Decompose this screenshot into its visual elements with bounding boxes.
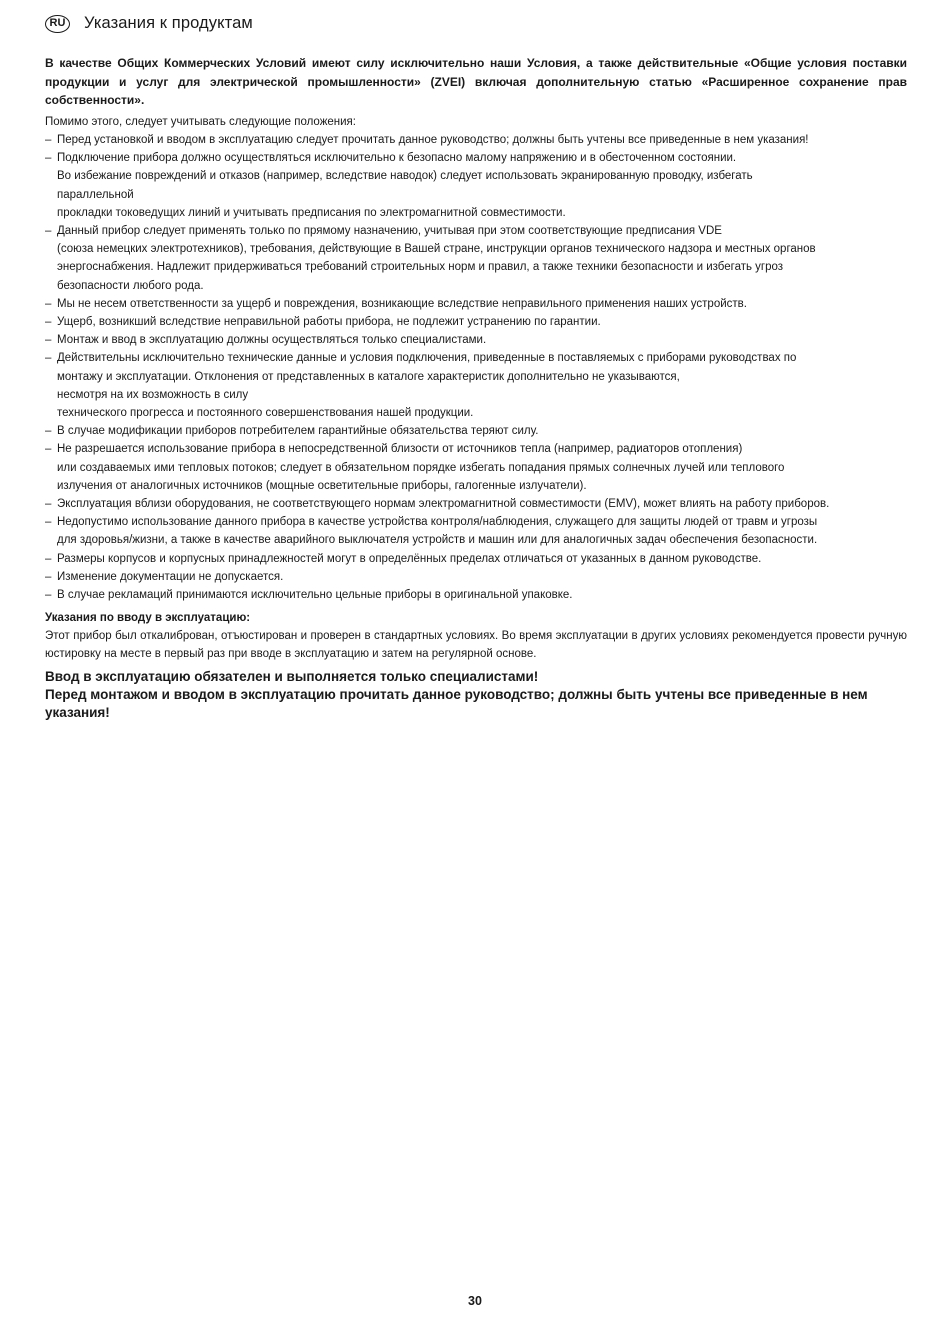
warning-line-read-manual: Перед монтажом и вводом в эксплуатацию прочитать данное руководство; должны быть учтены все приведенные в нем указания! <box>45 687 868 720</box>
list-item <box>45 131 907 149</box>
section-header <box>45 14 253 33</box>
commissioning-heading: Указания по вводу в эксплуатацию: <box>45 612 251 624</box>
list-item <box>45 440 907 495</box>
list-item-line: энергоснабжения. Надлежит придерживаться требований строительных норм и правил, а также техники безопасности и избегать угроз <box>57 261 784 274</box>
list-item-line: – Подключение прибора должно осуществляться исключительно к безопасно малому напряжению и в обесточенном состоянии. <box>57 152 737 165</box>
list-item <box>45 586 907 604</box>
list-item <box>45 513 907 549</box>
list-item-line: прокладки токоведущих линий и учитывать предписания по электромагнитной совместимости. <box>57 206 566 219</box>
list-item <box>45 222 907 295</box>
list-item-line: для здоровья/жизни, а также в качестве аварийного выключателя устройств и машин или для аналогичных задач обеспечения безопасности. <box>57 534 818 547</box>
list-item-line: – Недопустимо использование данного прибора в качестве устройства контроля/наблюдения, служащего для защиты людей от травм и угрозы <box>57 516 818 529</box>
list-item-line: – Ущерб, возникший вследствие неправильной работы прибора, не подлежит устранению по гарантии. <box>57 316 601 329</box>
list-item <box>45 295 907 313</box>
list-item-line: технического прогресса и постоянного совершенствования нашей продукции. <box>57 407 474 420</box>
list-item <box>45 495 907 513</box>
list-item-line: – Размеры корпусов и корпусных принадлежностей могут в определённых пределах отличаться от указанных в данном руководстве. <box>57 552 762 565</box>
list-item-line: – Не разрешается использование прибора в непосредственной близости от источников тепла (например, радиаторов отопления) <box>57 443 743 456</box>
list-item-line: параллельной <box>57 188 134 201</box>
list-item-line: – Действительны исключительно технические данные и условия подключения, приведенные в поставляемых с приборами руководствах по <box>57 352 797 365</box>
list-item-line: – В случае рекламаций принимаются исключительно цельные приборы в оригинальной упаковке. <box>57 589 573 602</box>
list-item <box>45 550 907 568</box>
list-item-line: – Монтаж и ввод в эксплуатацию должны осуществляться только специалистами. <box>57 334 487 347</box>
page-title: Указания к продуктам <box>84 14 253 32</box>
list-item-line: – Эксплуатация вблизи оборудования, не соответствующего нормам электромагнитной совместимости (EMV), может влиять на работу приборов. <box>57 498 830 511</box>
list-item <box>45 149 907 222</box>
provisions-lead-text: Помимо этого, следует учитывать следующие положения: <box>45 116 356 128</box>
list-item-line: – В случае модификации приборов потребителем гарантийные обязательства теряют силу. <box>57 425 539 438</box>
list-item <box>45 331 907 349</box>
list-item-line: – Данный прибор следует применять только по прямому назначению, учитывая при этом соответствующие предписания VDE <box>57 225 722 238</box>
language-badge-icon: RU <box>45 15 70 33</box>
list-item-line: несмотря на их возможность в силу <box>57 388 249 401</box>
warning-block <box>45 668 907 722</box>
list-item-line: безопасности любого рода. <box>57 279 204 292</box>
list-item <box>45 568 907 586</box>
list-item-line: – Мы не несем ответственности за ущерб и повреждения, возникающие вследствие неправильного применения наших устройств. <box>57 297 747 310</box>
list-item-line: излучения от аналогичных источников (мощные осветительные приборы, галогенные излучатели). <box>57 479 587 492</box>
list-item-line: монтажу и эксплуатации. Отклонения от представленных в каталоге характеристик дополнительно не указываются, <box>57 370 680 383</box>
list-item-line: – Перед установкой и вводом в эксплуатацию следует прочитать данное руководство; должны быть учтены все приведенные в нем указания! <box>57 134 809 146</box>
list-item-line: – Изменение документации не допускается. <box>57 570 284 583</box>
list-item-line: Во избежание повреждений и отказов (например, вследствие наводок) следует использовать экранированную проводку, избегать <box>57 170 753 183</box>
list-item <box>45 422 907 440</box>
list-item-line: (союза немецких электротехников), требования, действующие в Вашей стране, инструкции органов технического надзора и местных органов <box>57 243 816 256</box>
terms-intro-paragraph: В качестве Общих Коммерческих Условий имеют силу исключительно наши Условия, а также действительные «Общие условия поставки продукции и услуг для электрической промышленности» (ZVEI) включая дополнительную статью «Расширенное сохранение прав собственности». <box>45 56 907 107</box>
provisions-list <box>45 131 907 604</box>
list-item <box>45 349 907 422</box>
commissioning-paragraph: Этот прибор был откалиброван, отъюстирован и проверен в стандартных условиях. Во время эксплуатации в других условиях рекомендуется провести ручную юстировку на месте в первый раз при вводе в эксплуатацию и затем на регулярной основе. <box>45 630 907 661</box>
page-number: 30 <box>468 1294 482 1308</box>
list-item <box>45 313 907 331</box>
list-item-line: или создаваемых ими тепловых потоков; следует в обязательном порядке избегать попадания прямых солнечных лучей или теплового <box>57 461 785 474</box>
warning-line-specialists: Ввод в эксплуатацию обязателен и выполняется только специалистами! <box>45 669 539 684</box>
